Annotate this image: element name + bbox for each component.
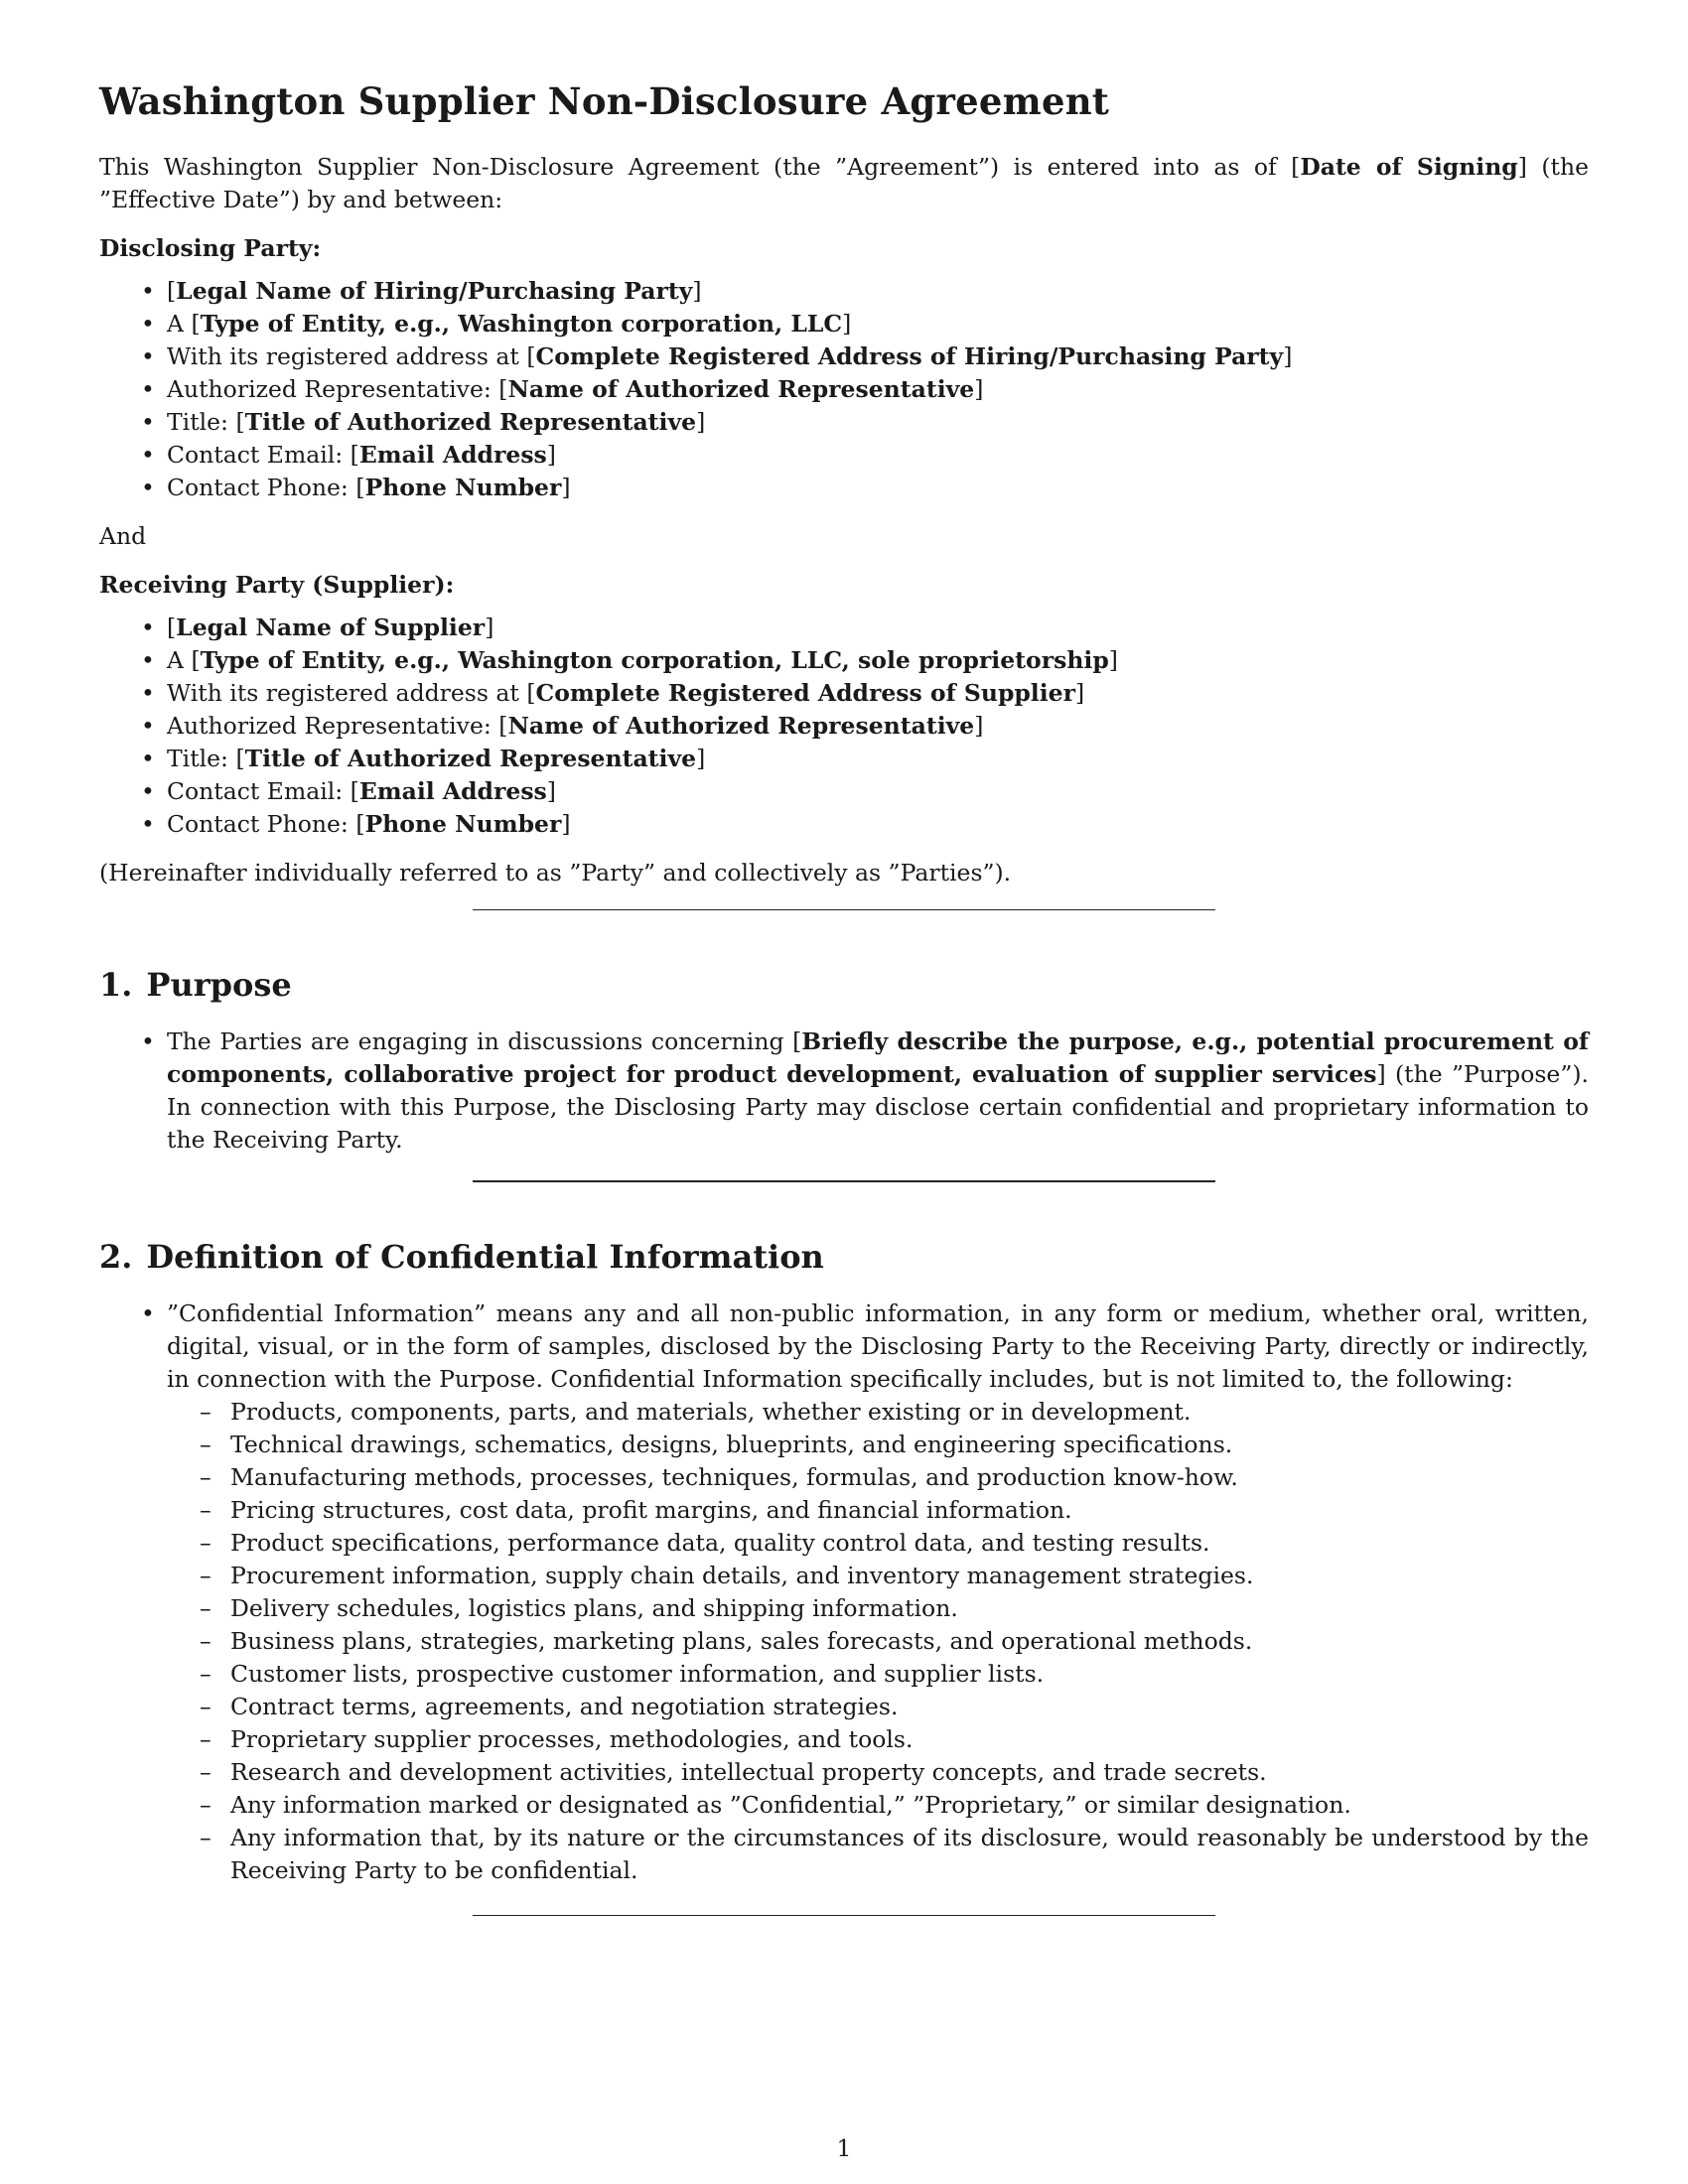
- list-item: • Contact Phone: [Phone Number]: [99, 808, 1589, 841]
- intro-paragraph: This Washington Supplier Non-Disclosure Agreement (the ”Agreement”) is entered into as of [Date of Signing] (the ”Effective Date”) by and between:: [99, 153, 1589, 213]
- list-item: • With its registered address at [Complete Registered Address of Supplier]: [99, 677, 1589, 710]
- list-item: • [Legal Name of Supplier]: [99, 612, 1589, 644]
- list-item: • Title: [Title of Authorized Representative]: [99, 743, 1589, 775]
- section-1-list: [99, 1025, 1589, 1157]
- list-item: • With its registered address at [Complete Registered Address of Hiring/Purchasing Party]: [99, 341, 1589, 373]
- section-2-list: [99, 1297, 1589, 1887]
- list-item: • Authorized Representative: [Name of Authorized Representative]: [99, 373, 1589, 406]
- document-page: [99, 79, 1589, 1916]
- list-item: • Contact Phone: [Phone Number]: [99, 472, 1589, 504]
- list-item: • A [Type of Entity, e.g., Washington corporation, LLC, sole proprietorship]: [99, 644, 1589, 677]
- list-item: • Title: [Title of Authorized Representative]: [99, 406, 1589, 439]
- list-item: – Customer lists, prospective customer information, and supplier lists.: [167, 1658, 1589, 1691]
- list-item: – Any information that, by its nature or the circumstances of its disclosure, would reasonably be understood by the Receiving Party to be confidential.: [167, 1822, 1589, 1887]
- list-item: – Technical drawings, schematics, designs, blueprints, and engineering specifications.: [167, 1429, 1589, 1461]
- receiving-party-list: [99, 612, 1589, 841]
- horizontal-rule: [473, 1915, 1215, 1916]
- list-item: • Contact Email: [Email Address]: [99, 439, 1589, 472]
- hereinafter-text: (Hereinafter individually referred to as ”Party” and collectively as ”Parties”).: [99, 859, 1012, 887]
- list-item: – Contract terms, agreements, and negotiation strategies.: [167, 1691, 1589, 1723]
- list-item: – Proprietary supplier processes, methodologies, and tools.: [167, 1723, 1589, 1756]
- disclosing-party-label: Disclosing Party:: [99, 234, 322, 262]
- list-item: – Procurement information, supply chain details, and inventory management strategies.: [167, 1560, 1589, 1592]
- confidential-items-list: [167, 1396, 1589, 1887]
- list-item: – Business plans, strategies, marketing plans, sales forecasts, and operational methods.: [167, 1625, 1589, 1658]
- list-item: – Pricing structures, cost data, profit margins, and financial information.: [167, 1494, 1589, 1527]
- list-item: • [Legal Name of Hiring/Purchasing Party]: [99, 275, 1589, 308]
- list-item: • Authorized Representative: [Name of Authorized Representative]: [99, 710, 1589, 743]
- document-title: Washington Supplier Non-Disclosure Agreement: [99, 79, 1110, 123]
- list-item: – Delivery schedules, logistics plans, and shipping information.: [167, 1592, 1589, 1625]
- list-item: – Products, components, parts, and materials, whether existing or in development.: [167, 1396, 1589, 1429]
- receiving-party-label: Receiving Party (Supplier):: [99, 571, 455, 599]
- list-item: • A [Type of Entity, e.g., Washington corporation, LLC]: [99, 308, 1589, 341]
- list-item: – Any information marked or designated as ”Confidential,” ”Proprietary,” or similar designation.: [167, 1789, 1589, 1822]
- list-item: • Contact Email: [Email Address]: [99, 775, 1589, 808]
- list-item: – Manufacturing methods, processes, techniques, formulas, and production know-how.: [167, 1461, 1589, 1494]
- section-1-heading: 1. Purpose: [99, 966, 292, 1004]
- list-item: – Research and development activities, intellectual property concepts, and trade secrets.: [167, 1756, 1589, 1789]
- date-placeholder: Date of Signing: [1300, 153, 1518, 181]
- list-item: • ”Confidential Information” means any and all non-public information, in any form or medium, whether oral, written, digital, visual, or in the form of samples, disclosed by the Disclosing Party to the Receiving Party, directly or indirectly, in connection with the Purpose. Confidential Information specifically includes, but is not limited to, the following: – Products, components, parts, and materials, whether existing or in development. – Technical drawings, schematics, designs, blueprints, and engineering specifications. – Manufacturing methods, processes, techniques, formulas, and production know-how. – Pricing structures, cost data, profit margins, and financial information. – Product specifications, performance data, quality control data, and testing results. – Procurement information, supply chain details, and inventory management strategies. – Delivery schedules, logistics plans, and shipping information. – Business plans, strategies, marketing plans, sales forecasts, and operational methods. – Customer lists, prospective customer information, and supplier lists. – Contract terms, agreements, and negotiation strategies. – Proprietary supplier processes, methodologies, and tools. – Research and development activities, intellectual property concepts, and trade secrets. – Any information marked or designated as ”Confidential,” ”Proprietary,” or similar designation. – Any information that, by its nature or the circumstances of its disclosure, would reasonably be understood by the Receiving Party to be confidential.: [99, 1297, 1589, 1887]
- and-text: And: [99, 522, 147, 550]
- section-2-heading: 2. Definition of Confidential Information: [99, 1238, 824, 1276]
- disclosing-party-list: [99, 275, 1589, 504]
- list-item: • The Parties are engaging in discussions concerning [Briefly describe the purpose, e.g., potential procurement of components, collaborative project for product development, evaluation of supplier services] (the ”Purpose”). In connection with this Purpose, the Disclosing Party may disclose certain confidential and proprietary information to the Receiving Party.: [99, 1025, 1589, 1157]
- list-item: – Product specifications, performance data, quality control data, and testing results.: [167, 1527, 1589, 1560]
- page-number: 1: [836, 2134, 852, 2162]
